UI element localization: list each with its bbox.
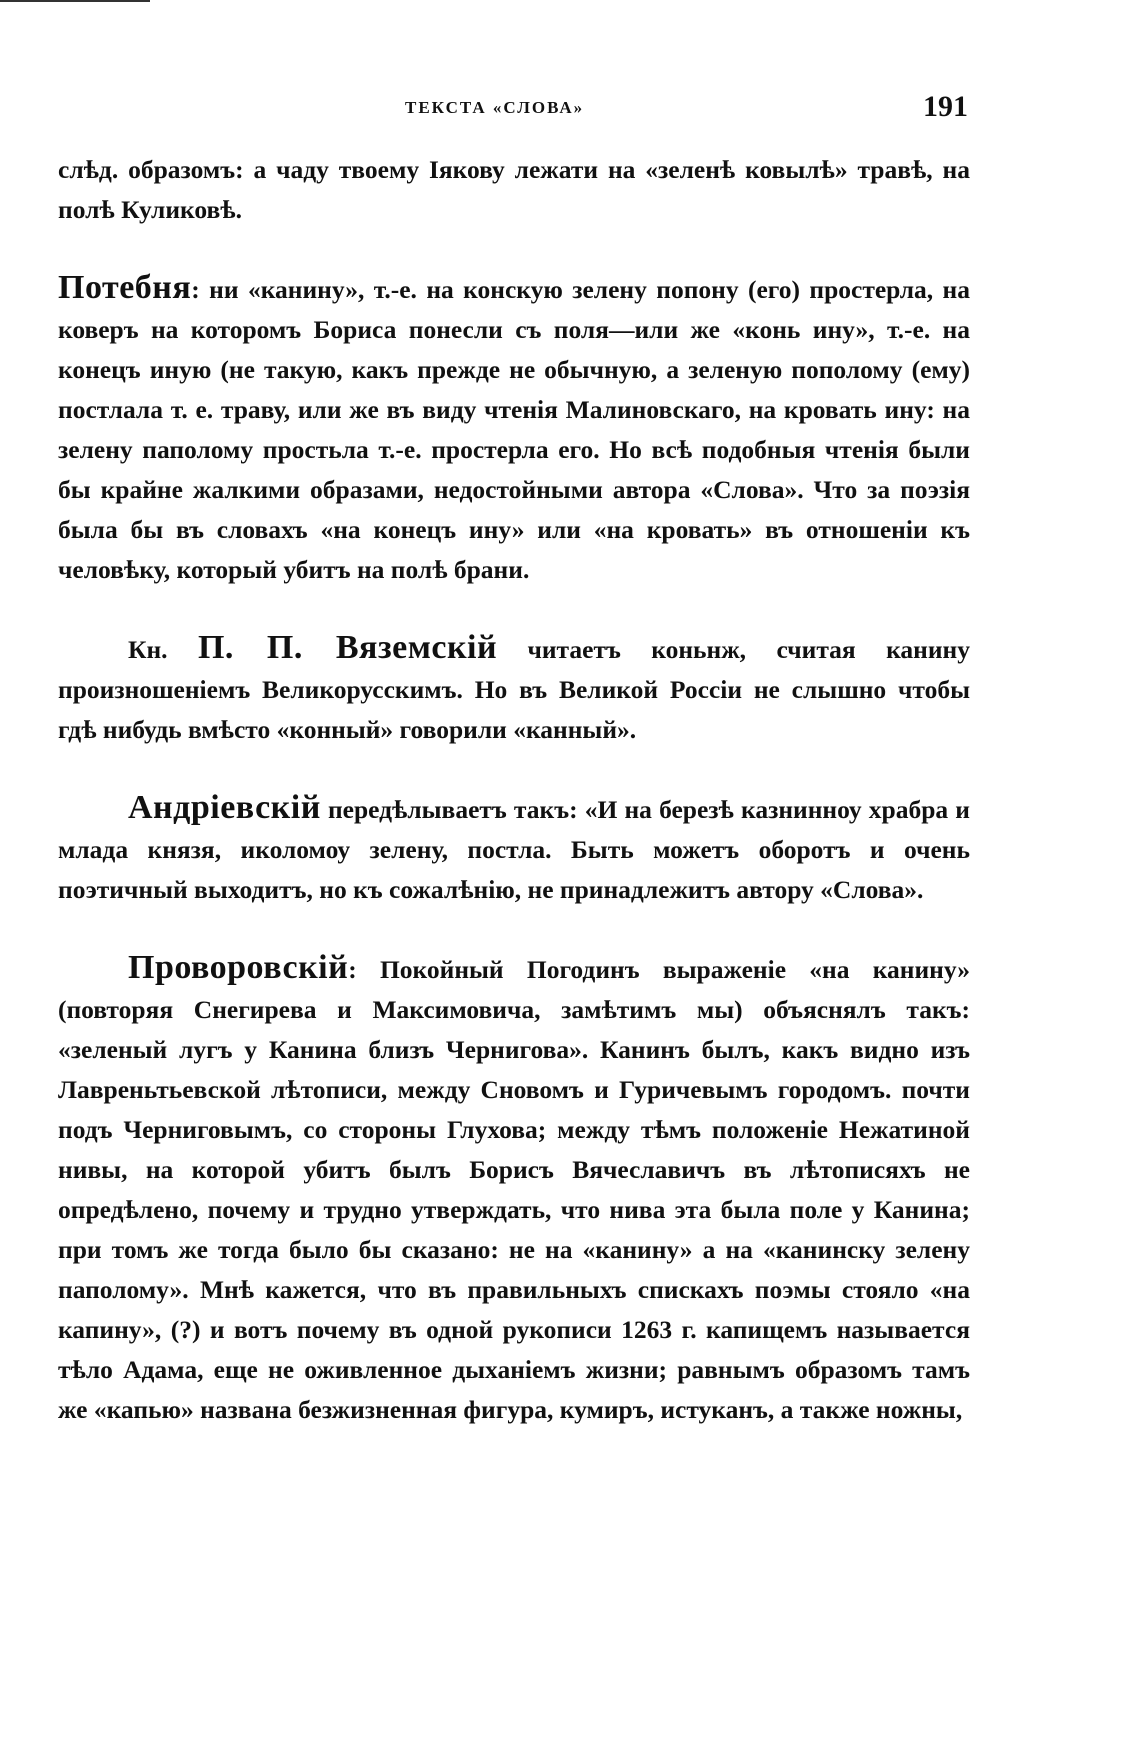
paragraph-text: слѣд. образомъ: а чаду твоему Іякову лежати на «зеленѣ ковылѣ» травѣ, на полѣ Куликовѣ. [58,155,970,224]
paragraph-text: передѣлываетъ такъ: «И на березѣ казнинноу храбра и млада князя, иколомоу зелену, постла. Быть можетъ оборотъ и очень поэтичный выходитъ, но къ сожалѣнію, не принадлежитъ автору «Слова». [58,795,970,904]
page-body [58,150,970,1430]
author-name: Андріевскій [128,789,321,826]
page-number: 191 [923,90,968,123]
top-rule [0,0,150,2]
author-name: П. П. Вяземскій [197,629,498,666]
paragraph-text: : Покойный Погодинъ выраженіе «на канину» (повторяя Снегирева и Максимовича, замѣтимъ мы) объяснялъ такъ: «зеленый лугъ у Канина близъ Чернигова». Канинъ былъ, какъ видно изъ Лавреньтьевской лѣтописи, между Сновомъ и Гуричевымъ городомъ. почти подъ Черниговымъ, со стороны Глухова; между тѣмъ положеніе Нежатиной нивы, на которой убитъ былъ Борисъ Вячеславичъ въ лѣтописяхъ не опредѣлено, почему и трудно утверждать, что нива эта была поле у Канина; при томъ же тогда было бы сказано: не на «канину» а на «канинску зелену паполому». Мнѣ кажется, что въ правильныхъ спискахъ поэмы стояло «на капину», (?) и вотъ почему въ одной рукописи 1263 г. капищемъ называется тѣло Адама, еще не оживленное дыханіемъ жизни; равнымъ образомъ тамъ же «капью» названа безжизненная фигура, кумиръ, истуканъ, а также ножны, [58,955,970,1424]
paragraph-provorovsky [58,948,970,1430]
paragraph-continuation [58,150,970,230]
author-name: Проворовскій [128,949,349,986]
paragraph-andrievsky [58,788,970,910]
page-header [0,92,1140,132]
paragraph-vyazemsky [58,628,970,750]
paragraph-potebnya [58,268,970,590]
author-prefix: Кн. [128,635,198,664]
running-head: ТЕКСТА «СЛОВА» [405,98,585,117]
paragraph-text: читаетъ коньнж, считая канину произношеніемъ Великорусскимъ. Но въ Великой Россіи не слышно чтобы гдѣ нибудь вмѣсто «конный» говорили «канный». [58,635,970,744]
paragraph-text: : ни «канину», т.-е. на конскую зелену попону (его) простерла, на коверъ на которомъ Бориса понесли съ поля—или же «конь ину», т.-е. на конецъ иную (не такую, какъ прежде не обычную, а зеленую пополому (ему) постлала т. е. траву, или же въ виду чтенія Малиновскаго, на кровать ину: на зелену паполому простьла т.-е. простерла его. Но всѣ подобныя чтенія были бы крайне жалкими образами, недостойными автора «Слова». Что за поэзія была бы въ словахъ «на конецъ ину» или «на кровать» въ отношеніи къ человѣку, который убитъ на полѣ брани. [58,275,970,584]
author-name: Потебня [58,269,192,306]
